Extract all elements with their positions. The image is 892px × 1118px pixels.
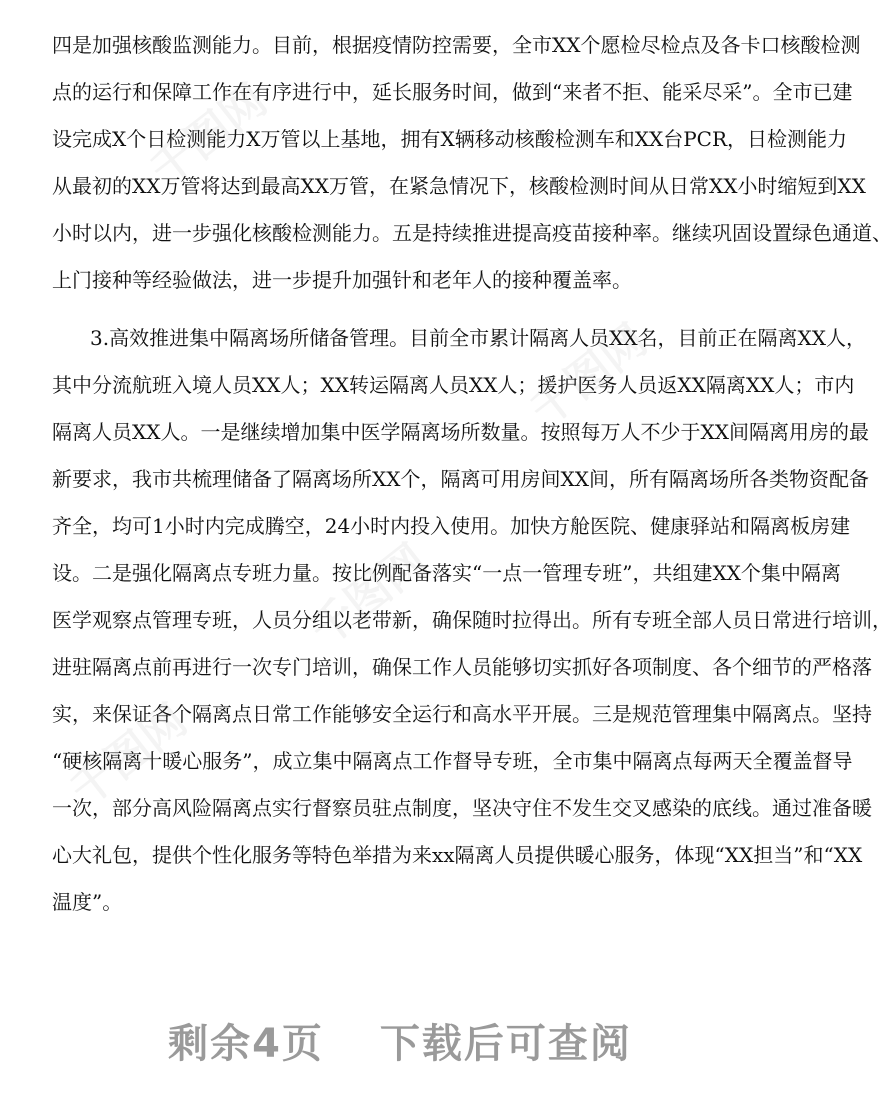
paragraph-line: 新要求，我市共梳理储备了隔离场所XX个，隔离可用房间XX间，所有隔离场所各类物资配备 (52, 467, 869, 491)
paragraph-line: 点的运行和保障工作在有序进行中，延长服务时间，做到“来者不拒、能采尽采”。全市已建 (52, 80, 853, 104)
watermark: 千图网 (61, 694, 197, 817)
paragraph-line: 齐全，均可1小时内完成腾空，24小时内投入使用。加快方舱医院、健康驿站和隔离板房建 (52, 514, 851, 538)
watermark: 千图网 (141, 74, 277, 197)
paragraph-line: 上门接种等经验做法，进一步提升加强针和老年人的接种覆盖率。 (52, 268, 632, 292)
paragraph-line: 实，来保证各个隔离点日常工作能够安全运行和高水平开展。三是规范管理集中隔离点。坚持 (52, 702, 872, 726)
cutoff-text-line (52, 0, 778, 4)
paragraph-line: 进驻隔离点前再进行一次专门培训，确保工作人员能够切实抓好各项制度、各个细节的严格落 (52, 655, 872, 679)
paragraph-line: 医学观察点管理专班，人员分组以老带新，确保随时拉得出。所有专班全部人员日常进行培训， (52, 608, 892, 632)
paragraph-line: 设。二是强化隔离点专班力量。按比例配备落实“一点一管理专班”，共组建XX个集中隔离 (52, 561, 841, 585)
watermark: 千图网 (521, 314, 657, 437)
paragraph-line: 心大礼包，提供个性化服务等特色举措为来xx隔离人员提供暖心服务，体现“XX担当”和“XX (52, 843, 863, 867)
paragraph-line: 隔离人员XX人。一是继续增加集中医学隔离场所数量。按照每万人不少于XX间隔离用房的最 (52, 420, 869, 444)
remaining-pages-text: 剩余4页 (168, 1021, 324, 1067)
paragraph-line: 温度”。 (52, 890, 123, 914)
paragraph-line: 四是加强核酸监测能力。目前，根据疫情防控需要，全市XX个愿检尽检点及各卡口核酸检测 (52, 33, 861, 57)
paragraph-line: 从最初的XX万管将达到最高XX万管，在紧急情况下，核酸检测时间从日常XX小时缩短到XX (52, 174, 866, 198)
watermark: 千图网 (301, 534, 437, 657)
download-to-view-text: 下载后可查阅 (379, 1021, 632, 1067)
paragraph-line: 3.高效推进集中隔离场所储备管理。目前全市累计隔离人员XX名，目前正在隔离XX人， (90, 326, 867, 350)
paragraph-line: 小时以内，进一步强化核酸检测能力。五是持续推进提高疫苗接种率。继续巩固设置绿色通道、 (52, 221, 892, 245)
paragraph-line: 一次，部分高风险隔离点实行督察员驻点制度，坚决守住不发生交叉感染的底线。通过准备暖 (52, 796, 872, 820)
paragraph-line: “硬核隔离十暖心服务”，成立集中隔离点工作督导专班，全市集中隔离点每两天全覆盖督导 (52, 749, 853, 773)
download-prompt[interactable] (0, 1012, 800, 1069)
paragraph-line: 设完成X个日检测能力X万管以上基地，拥有X辆移动核酸检测车和XX台PCR，日检测能力 (52, 127, 848, 151)
paragraph-line: 其中分流航班入境人员XX人；XX转运隔离人员XX人；援护医务人员返XX隔离XX人；市内 (52, 373, 855, 397)
